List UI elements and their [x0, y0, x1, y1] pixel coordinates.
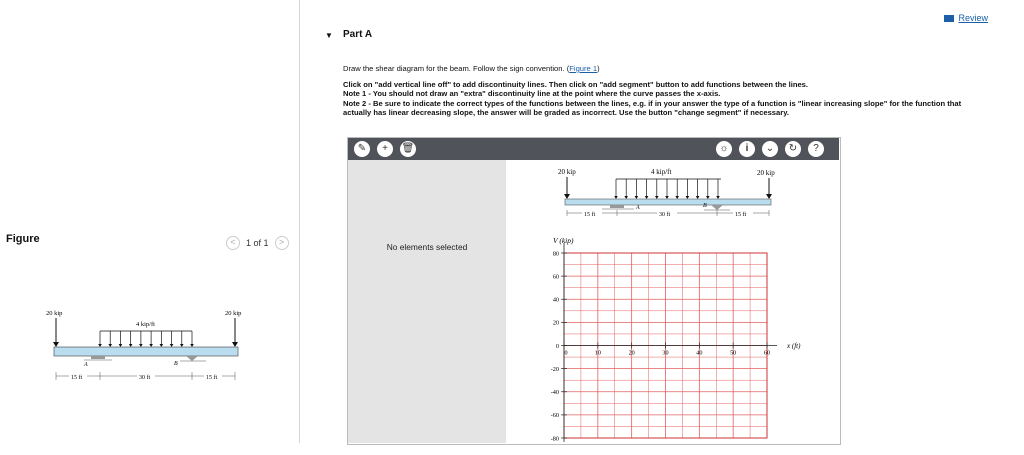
review-link-label: Review [958, 13, 988, 23]
reset-icon[interactable]: ↻ [785, 141, 801, 157]
drawing-canvas[interactable] [506, 160, 839, 443]
review-link[interactable] [944, 13, 988, 23]
canvas-svg [506, 160, 839, 443]
x-tick-label: 20 [628, 349, 635, 357]
y-tick-label: -40 [550, 389, 559, 397]
x-axis-label: x (ft) [787, 342, 801, 350]
dist-load-arrowhead [614, 196, 618, 199]
y-tick-label: 20 [552, 319, 559, 327]
y-tick-label: 0 [555, 342, 559, 350]
instructions-line1: Draw the shear diagram for the beam. Follow the sign convention. (Figure 1) [343, 64, 600, 73]
y-tick-label: 80 [552, 250, 559, 258]
dist-load-arrowhead [98, 344, 102, 347]
canvas-support-b-label: B [703, 203, 707, 209]
dist-load-arrowhead [180, 344, 184, 347]
shear-axis-ticks [551, 243, 777, 442]
info-icon[interactable]: i [739, 141, 755, 157]
part-collapse-toggle[interactable]: ▼ [325, 31, 333, 40]
plus-icon[interactable]: + [377, 141, 393, 157]
figure-load-right-label: 20 kip [225, 310, 242, 317]
part-title: Part A [343, 29, 373, 40]
canvas-dist-load-label: 4 kip/ft [651, 168, 672, 176]
hint-icon[interactable]: ☼ [716, 141, 732, 157]
x-tick-label: 50 [730, 349, 737, 357]
canvas-dist-load-arrows [614, 179, 720, 199]
figure-beam-diagram [40, 300, 245, 390]
dist-load-arrowhead [655, 196, 659, 199]
dist-load-arrowhead [635, 196, 639, 199]
figure-dist-load-label: 4 kip/ft [136, 321, 155, 328]
figure-dist-load-arrows [98, 331, 194, 347]
dist-load-arrowhead [170, 344, 174, 347]
y-tick-label: 40 [552, 296, 559, 304]
dist-load-arrowhead [108, 344, 112, 347]
x-tick-label: 60 [763, 349, 771, 357]
panel-divider [299, 0, 300, 443]
x-tick-label: 0 [564, 349, 568, 357]
x-tick-label: 10 [594, 349, 601, 357]
canvas-dim2: 30 ft [659, 212, 671, 218]
y-tick-label: 60 [552, 273, 559, 281]
no-elements-status: No elements selected [386, 242, 468, 252]
dist-load-arrowhead [716, 196, 720, 199]
help-icon[interactable]: ? [808, 141, 824, 157]
figure-dim3: 15 ft [206, 375, 218, 381]
dist-load-arrowhead [160, 344, 164, 347]
canvas-load-right-label: 20 kip [757, 169, 775, 177]
instructions-line2: Click on "add vertical line off" to add discontinuity lines. Then click on "add segment" button to add functions between the lines. [343, 79, 809, 89]
canvas-dim1: 15 ft [584, 212, 596, 218]
instructions-note2: Note 2 - Be sure to indicate the correct types of the functions between the lines, e.g. if in your answer the type of a function is "linear increasing slope" for the function that actually has linear decreasing slope, the answer will be graded as incorrect. Use the button "change segment" if necessary. [343, 98, 962, 118]
dist-load-arrowhead [675, 196, 679, 199]
figure-dim2: 30 ft [139, 375, 151, 381]
figure-support-b-label: B [174, 361, 178, 367]
y-axis-label: V (kip) [553, 236, 574, 245]
canvas-support-b [711, 205, 723, 210]
drawing-toolbar [348, 138, 839, 160]
x-tick-label: 40 [696, 349, 703, 357]
prev-figure-button[interactable]: < [226, 236, 240, 250]
figure-load-right-arrowhead [232, 342, 238, 347]
figure-label: Figure [6, 233, 40, 245]
figure-panel [0, 0, 300, 455]
dist-load-arrowhead [696, 196, 700, 199]
figure-pager [226, 236, 289, 250]
figure-dim1: 15 ft [71, 375, 83, 381]
dropdown-icon[interactable]: ⌄ [762, 141, 778, 157]
figure-load-left-arrowhead [53, 342, 59, 347]
pencil-icon[interactable]: ✎ [354, 141, 370, 157]
element-side-panel [348, 160, 506, 443]
next-figure-button[interactable]: > [275, 236, 289, 250]
y-tick-label: -80 [550, 435, 559, 443]
y-tick-label: -60 [550, 412, 559, 420]
figure-link[interactable]: Figure 1 [569, 64, 598, 73]
instructions [343, 64, 975, 118]
canvas-dim3: 15 ft [735, 212, 747, 218]
dist-load-arrowhead [665, 196, 669, 199]
figure-beam [54, 347, 238, 356]
canvas-support-a-label: A [636, 205, 640, 211]
canvas-beam [565, 199, 771, 205]
canvas-load-left-label: 20 kip [558, 168, 576, 176]
dist-load-arrowhead [129, 344, 133, 347]
dist-load-arrowhead [645, 196, 649, 199]
dist-load-arrowhead [119, 344, 123, 347]
figure-support-a-label: A [84, 362, 88, 368]
review-icon [944, 15, 954, 22]
y-tick-label: -20 [550, 365, 559, 373]
dist-load-arrowhead [139, 344, 143, 347]
figure-load-left-label: 20 kip [46, 310, 63, 317]
dist-load-arrowhead [149, 344, 153, 347]
pager-text: 1 of 1 [246, 238, 269, 248]
instructions-note1: Note 1 - You should not draw an "extra" discontinuity line at the point where the curve passes the x-axis. [343, 89, 721, 99]
dist-load-arrowhead [624, 196, 628, 199]
x-tick-label: 30 [662, 349, 669, 357]
dist-load-arrowhead [190, 344, 194, 347]
dist-load-arrowhead [686, 196, 690, 199]
figure-support-a [91, 356, 105, 359]
canvas-beam-diagram [558, 168, 775, 218]
trash-icon[interactable]: 🗑 [400, 141, 416, 157]
canvas-support-a [610, 205, 624, 208]
figure-support-b [186, 356, 198, 361]
dist-load-arrowhead [706, 196, 710, 199]
